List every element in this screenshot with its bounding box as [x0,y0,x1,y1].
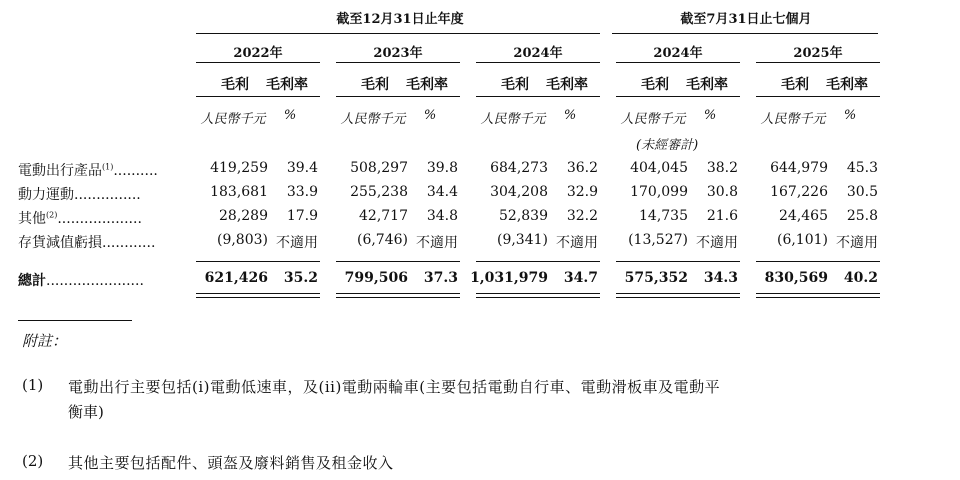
cell-margin-2024a: 32.9 [566,184,598,200]
row-label: 動力運動............... [18,187,141,203]
note-1-marker: (1) [22,376,44,394]
col-margin-2024a: 毛利率 [546,77,588,93]
cell-margin-2025: 25.8 [846,208,878,224]
colhead-rule-2022 [196,96,320,97]
year-rule-2024-interim [616,62,740,63]
colhead-rule-2024b [616,96,740,97]
year-rule-2022 [196,62,320,63]
total-double-rule-2024a [476,293,600,298]
total-cell-gross-profit-2022: 621,426 [204,270,268,286]
cell-gross-profit-2024a: 52,839 [499,208,548,224]
total-cell-gross-profit-2025: 830,569 [764,270,828,286]
note-1-text-line2: 衡車) [68,403,104,421]
cell-gross-profit-2022: 28,289 [219,208,268,224]
col-gross-profit-2024a: 毛利 [501,77,529,93]
col-margin-2023: 毛利率 [406,77,448,93]
cell-gross-profit-2024b: 14,735 [639,208,688,224]
cell-gross-profit-2023: 508,297 [350,160,408,176]
total-double-rule-2025 [756,293,880,298]
colhead-rule-2024a [476,96,600,97]
unit-pct-2022: % [283,108,297,123]
col-gross-profit-2024b: 毛利 [641,77,669,93]
colhead-rule-2023 [336,96,460,97]
subtotal-rule-2022 [196,261,320,262]
cell-margin-2024a: 36.2 [566,160,598,176]
cell-gross-profit-2023: 255,238 [350,184,408,200]
cell-margin-2024a: 32.2 [566,208,598,224]
unit-pct-2023: % [423,108,437,123]
cell-gross-profit-2024a: 304,208 [490,184,548,200]
total-double-rule-2024b [616,293,740,298]
period-header-annual: 截至12月31日止年度 [336,12,464,27]
cell-gross-profit-2024b: (13,527) [628,232,688,248]
total-cell-margin-2022: 35.2 [283,270,318,286]
note-2-text: 其他主要包括配件、頭盔及廢料銷售及租金收入 [68,454,394,472]
cell-gross-profit-2025: (6,101) [776,232,828,248]
cell-margin-2023: 39.8 [426,160,458,176]
notes-heading: 附註： [22,332,68,350]
unit-rmb-2023: 人民幣千元 [340,112,406,127]
unit-pct-2024b: % [703,108,717,123]
cell-margin-2024b: 38.2 [706,160,738,176]
cell-gross-profit-2025: 167,226 [770,184,828,200]
total-cell-margin-2025: 40.2 [843,270,878,286]
subtotal-rule-2025 [756,261,880,262]
subtotal-rule-2024a [476,261,600,262]
cell-margin-2023: 34.4 [426,184,458,200]
cell-margin-2025: 45.3 [846,160,878,176]
cell-margin-2025: 30.5 [846,184,878,200]
total-cell-gross-profit-2024b: 575,352 [624,270,688,286]
colhead-rule-2025 [756,96,880,97]
cell-gross-profit-2022: 419,259 [210,160,268,176]
cell-gross-profit-2023: 42,717 [359,208,408,224]
note-1-text-line1: 電動出行主要包括(i)電動低速車，及(ii)電動兩輪車(主要包括電動自行車、電動滑板車及電動平 [68,378,721,396]
year-header-2025: 2025年 [793,46,843,61]
cell-gross-profit-2024b: 170,099 [630,184,688,200]
unit-rmb-2024b: 人民幣千元 [620,112,686,127]
total-cell-gross-profit-2023: 799,506 [344,270,408,286]
total-label: 總計...................... [18,273,144,289]
cell-margin-2022: 39.4 [286,160,318,176]
cell-margin-2022: 33.9 [286,184,318,200]
cell-gross-profit-2024b: 404,045 [630,160,688,176]
row-label: 電動出行產品$^{(1)}$.......... [18,162,158,179]
total-double-rule-2023 [336,293,460,298]
cell-margin-2022: 不適用 [276,235,318,251]
total-cell-margin-2024b: 34.3 [703,270,738,286]
cell-margin-2024a: 不適用 [556,235,598,251]
unit-pct-2025: % [843,108,857,123]
cell-margin-2023: 不適用 [416,235,458,251]
subtotal-rule-2024b [616,261,740,262]
year-header-2024-annual: 2024年 [513,46,563,61]
note-2-marker: (2) [22,452,44,470]
year-header-2024-interim: 2024年 [653,46,703,61]
col-margin-2022: 毛利率 [266,77,308,93]
cell-margin-2022: 17.9 [286,208,318,224]
col-gross-profit-2023: 毛利 [361,77,389,93]
row-label: 其他$^{(2)}$................... [18,210,142,227]
cell-gross-profit-2025: 24,465 [779,208,828,224]
col-gross-profit-2025: 毛利 [781,77,809,93]
cell-gross-profit-2023: (6,746) [356,232,408,248]
cell-margin-2023: 34.8 [426,208,458,224]
year-header-2023: 2023年 [373,46,423,61]
cell-gross-profit-2025: 644,979 [770,160,828,176]
unaudited-note: (未經審計) [636,138,699,153]
unit-rmb-2022: 人民幣千元 [200,112,266,127]
unit-rmb-2024a: 人民幣千元 [480,112,546,127]
cell-gross-profit-2022: 183,681 [210,184,268,200]
unit-pct-2024a: % [563,108,577,123]
cell-margin-2024b: 不適用 [696,235,738,251]
cell-gross-profit-2024a: 684,273 [490,160,548,176]
cell-margin-2025: 不適用 [836,235,878,251]
unit-rmb-2025: 人民幣千元 [760,112,826,127]
cell-margin-2024b: 21.6 [706,208,738,224]
cell-gross-profit-2024a: (9,341) [496,232,548,248]
cell-margin-2024b: 30.8 [706,184,738,200]
total-cell-gross-profit-2024a: 1,031,979 [470,270,548,286]
year-header-2022: 2022年 [233,46,283,61]
col-margin-2024b: 毛利率 [686,77,728,93]
year-rule-2023 [336,62,460,63]
period-interim-rule [612,33,878,34]
year-rule-2025 [756,62,880,63]
period-annual-rule [196,33,600,34]
subtotal-rule-2023 [336,261,460,262]
row-label: 存貨減值虧損............ [18,235,156,251]
total-cell-margin-2024a: 34.7 [563,270,598,286]
notes-separator [18,320,132,321]
cell-gross-profit-2022: (9,803) [216,232,268,248]
total-double-rule-2022 [196,293,320,298]
col-margin-2025: 毛利率 [826,77,868,93]
col-gross-profit-2022: 毛利 [221,77,249,93]
total-cell-margin-2023: 37.3 [423,270,458,286]
year-rule-2024-annual [476,62,600,63]
period-header-interim: 截至7月31日止七個月 [680,12,812,27]
